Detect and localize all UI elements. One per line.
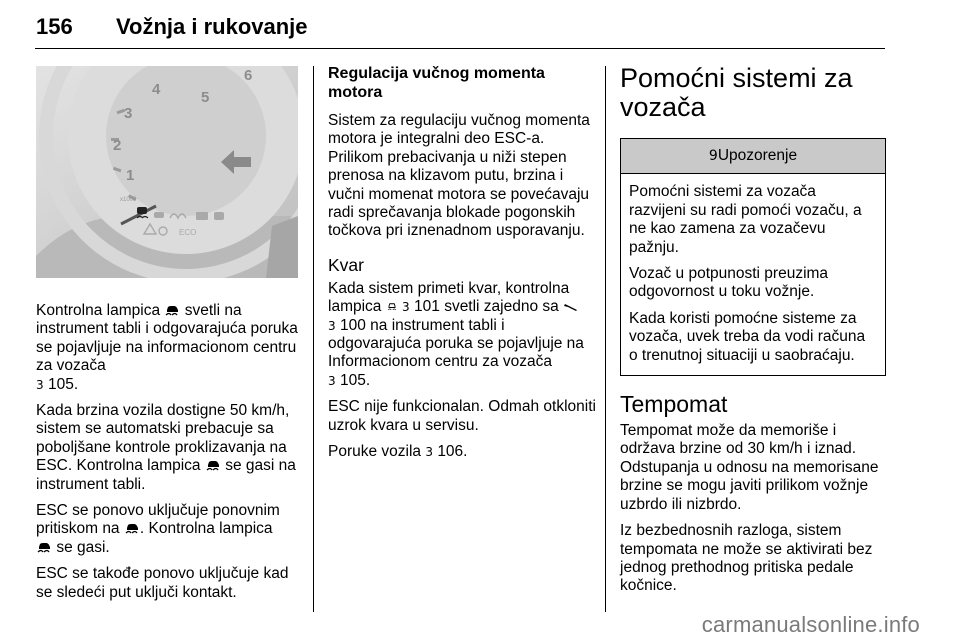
text: Kada brzina vozila dostigne 50 km/h, sistem se automatski prebacuje sa poboljšane kontrole proklizavanja na ESC. Kontrolna lampica <box>36 402 290 475</box>
column-1 <box>36 64 304 610</box>
tempomat-heading: Tempomat <box>620 391 728 418</box>
rpm-label: x1000 <box>120 197 137 203</box>
col1-paragraph-4: ESC se takođe ponovo uključuje kad se sledeći put uključi kontakt. <box>36 565 289 601</box>
gauge-number-6: 6 <box>244 67 253 84</box>
warning-paragraph-3: Kada koristi pomoćne sisteme za vozača, uvek treba da vodi računa o trenutnoj situaciji u saobraćaju. <box>629 309 866 364</box>
text: se gasi. <box>56 538 110 556</box>
car-skid-icon <box>124 522 140 534</box>
column-3 <box>620 64 886 604</box>
col2-paragraph-3: ESC nije funkcionalan. Odmah otkloniti uzrok kvara u servisu. <box>328 398 596 434</box>
text: svetli na instrument tabli i odgovarajuća poruka se pojavljuje na informacionom centru za vozača <box>36 302 298 375</box>
ref-arrow-icon: 3 <box>402 300 410 315</box>
page-reference[interactable]: 101 <box>414 298 440 316</box>
gauge-number-3: 3 <box>124 105 133 122</box>
text: na instrument tabli i odgovarajuća poruka se pojavljuje na Informacionom centru za vozača <box>328 316 584 371</box>
col1-paragraph-2 <box>36 402 304 494</box>
col2-paragraph-1: Sistem za regulaciju vučnog momenta motora je integralni deo ESC-a. Prilikom prebacivanja u niži stepen prenosa na klizavom putu, brzina i vučni momenat motora se povećavaju radi sprečavanja blokade pogonskih točkova pri iznenadnom usporavanju. <box>328 112 590 240</box>
section-heading: Regulacija vučnog momenta motora <box>328 65 545 101</box>
text: Poruke vozila <box>328 443 422 461</box>
column-divider-2 <box>605 66 606 612</box>
text: . Kontrolna lampica <box>139 520 273 538</box>
ref-arrow-icon: 3 <box>328 318 336 333</box>
page-reference[interactable]: 106. <box>437 443 468 461</box>
col2-paragraph-2 <box>328 280 596 390</box>
text: svetli zajedno sa <box>444 298 559 316</box>
warning-title: Upozorenje <box>717 147 798 164</box>
gauge-number-2: 2 <box>113 137 122 154</box>
text: Kontrolna lampica <box>36 302 161 319</box>
subsection-heading: Kvar <box>328 254 364 275</box>
car-skid-icon <box>36 541 52 553</box>
gauge-number-5: 5 <box>201 89 210 106</box>
column-2 <box>328 64 596 470</box>
wrench-icon <box>563 300 579 312</box>
watermark: carmanualsonline.info <box>701 612 920 637</box>
col1-paragraph-1 <box>36 302 304 394</box>
chapter-title: Vožnja i rukovanje <box>116 14 308 39</box>
warning-box <box>620 138 886 376</box>
gauge-number-4: 4 <box>152 81 161 98</box>
header-rule <box>35 48 885 49</box>
ref-arrow-icon: 3 <box>328 373 336 388</box>
car-skid-icon <box>205 459 221 471</box>
warning-icon: 9 <box>708 148 718 164</box>
ref-arrow-icon: 3 <box>425 445 433 460</box>
tempomat-paragraph-1: Tempomat može da memoriše i održava brzine od 30 km/h i iznad. Odstupanja u odnosu na memorisane brzine se mogu javiti prilikom vožnje uzbrdo ili nizbrdo. <box>620 422 879 513</box>
instrument-cluster-illustration <box>36 66 298 278</box>
column-divider-1 <box>313 66 314 612</box>
section-heading: Pomoćni sistemi za vozača <box>620 63 853 122</box>
car-skid-icon <box>164 304 180 316</box>
tempomat-paragraph-2: Iz bezbednosnih razloga, sistem tempomata ne može se aktivirati bez jednog prethodnog pritiska pedale kočnice. <box>620 522 873 595</box>
page-reference[interactable]: 105. <box>339 371 371 389</box>
eco-label: ECO <box>179 228 197 237</box>
warning-paragraph-1: Pomoćni sistemi za vozača razvijeni su radi pomoći vozaču, a ne kao zamena za vozačevu pažnju. <box>629 183 862 256</box>
page-reference[interactable]: 105. <box>47 375 79 393</box>
text: Kada sistem primeti kvar, kontrolna lampica <box>328 279 570 316</box>
warning-header <box>621 139 885 174</box>
text: ESC se ponovo uključuje ponovnim pritiskom na <box>36 502 280 538</box>
col2-paragraph-4 <box>328 443 596 461</box>
ref-arrow-icon: 3 <box>36 377 44 392</box>
col1-paragraph-3 <box>36 502 304 557</box>
skid-fault-icon <box>386 300 398 312</box>
warning-body <box>621 174 885 375</box>
page-reference[interactable]: 100 <box>339 316 366 334</box>
text: se gasi na instrument tabli. <box>36 457 296 493</box>
warning-paragraph-2: Vozač u potpunosti preuzima odgovornost u toku vožnje. <box>629 265 829 301</box>
gauge-number-1: 1 <box>126 167 135 184</box>
page-number: 156 <box>36 14 73 39</box>
